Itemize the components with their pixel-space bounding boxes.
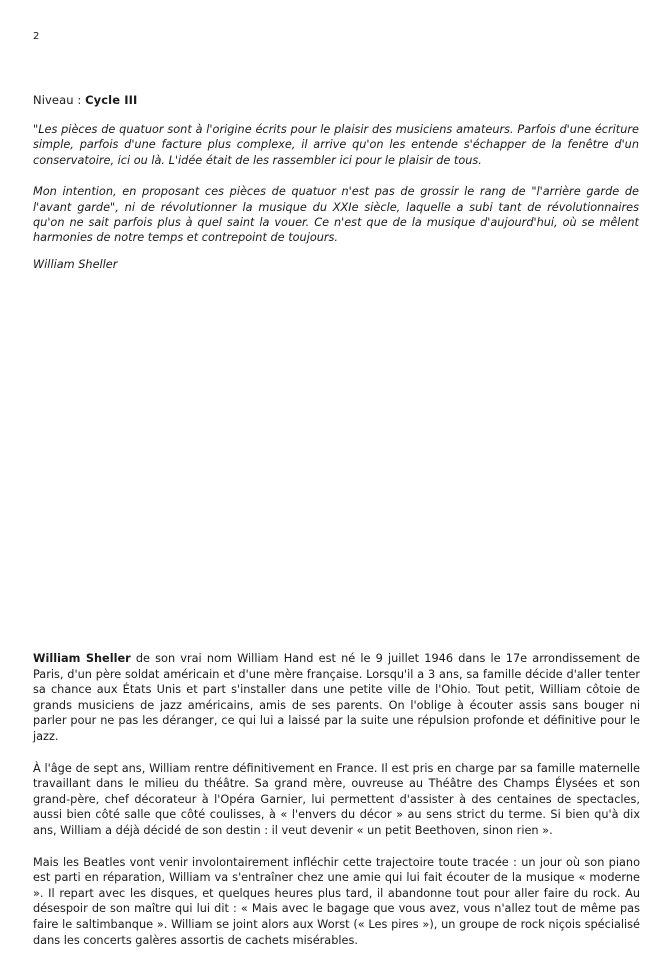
intro-paragraph-2: Mon intention, en proposant ces pièces de quatuor n'est pas de grossir le rang de "l'arrière garde de l'avant garde", ni de révolutionner la musique du XXIe siècle, laquelle a subi tant de révolutionnaires qu'on ne sait parfois plus à quel saint la vouer. Ce n'est que de la musique d'aujourd'hui, où se mêlent harmonies de notre temps et contrepoint de toujours. [33,185,639,245]
intro-quote [33,122,639,262]
intro-paragraph-1: "Les pièces de quatuor sont à l'origine écrits pour le plaisir des musiciens amateurs. Parfois d'une écriture simple, parfois d'une facture plus complexe, il arrive qu'on les entende s'échapper de la fenêtre d'un conservatoire, ici ou là. L'idée était de les rassembler ici pour le plaisir de tous. [33,123,639,167]
level-line [33,93,137,107]
level-value: Cycle III [85,93,138,107]
bio-name: William Sheller [33,652,131,665]
bio-paragraph-1 [33,651,640,745]
intro-signature: William Sheller [33,258,118,271]
level-label: Niveau : [33,93,82,107]
bio-paragraph-3: Mais les Beatles vont venir involontairement infléchir cette trajectoire toute tracée : un jour où son piano est parti en réparation, William va s'entraîner chez une amie qui lui fait écouter de la musique « moderne ». Il repart avec les disques, et quelques heures plus tard, il abandonne tout pour aller faire du rock. Au désespoir de son maître qui lui dit : « Mais avec le bagage que vous avez, vous n'allez tout de même pas faire le saltimbanque ». William se joint alors aux Worst (« Les pires »), un groupe de rock niçois spécialisé dans les concerts galères assortis de cachets misérables. [33,855,640,947]
page-number: 2 [33,31,40,42]
biography [33,651,640,964]
bio-paragraph-2: À l'âge de sept ans, William rentre définitivement en France. Il est pris en charge par sa famille maternelle travaillant dans le milieu du théâtre. Sa grand mère, ouvreuse au Théâtre des Champs Élysées et son grand-père, chef décorateur à l'Opéra Garnier, lui permettent d'assister à des centaines de spectacles, aussi bien côté salle que côté coulisses, à « l'envers du décor » au sens strict du terme. Si bien qu'à dix ans, William a déjà décidé de son destin : il veut devenir « un petit Beethoven, sinon rien ». [33,761,640,837]
bio-paragraph-1-text: de son vrai nom William Hand est né le 9 juillet 1946 dans le 17e arrondissement de Paris, d'un père soldat américain et d'une mère française. Lorsqu'il a 3 ans, sa famille décide d'aller tenter sa chance aux États Unis et part s'installer dans une petite ville de l'Ohio. Tout petit, William côtoie de grands musiciens de jazz américains, amis de ses parents. On l'oblige à écouter assis sans bouger ni parler pour ne pas les déranger, ce qui lui a laissé par la suite une répulsion profonde et définitive pour le jazz. [33,652,640,743]
